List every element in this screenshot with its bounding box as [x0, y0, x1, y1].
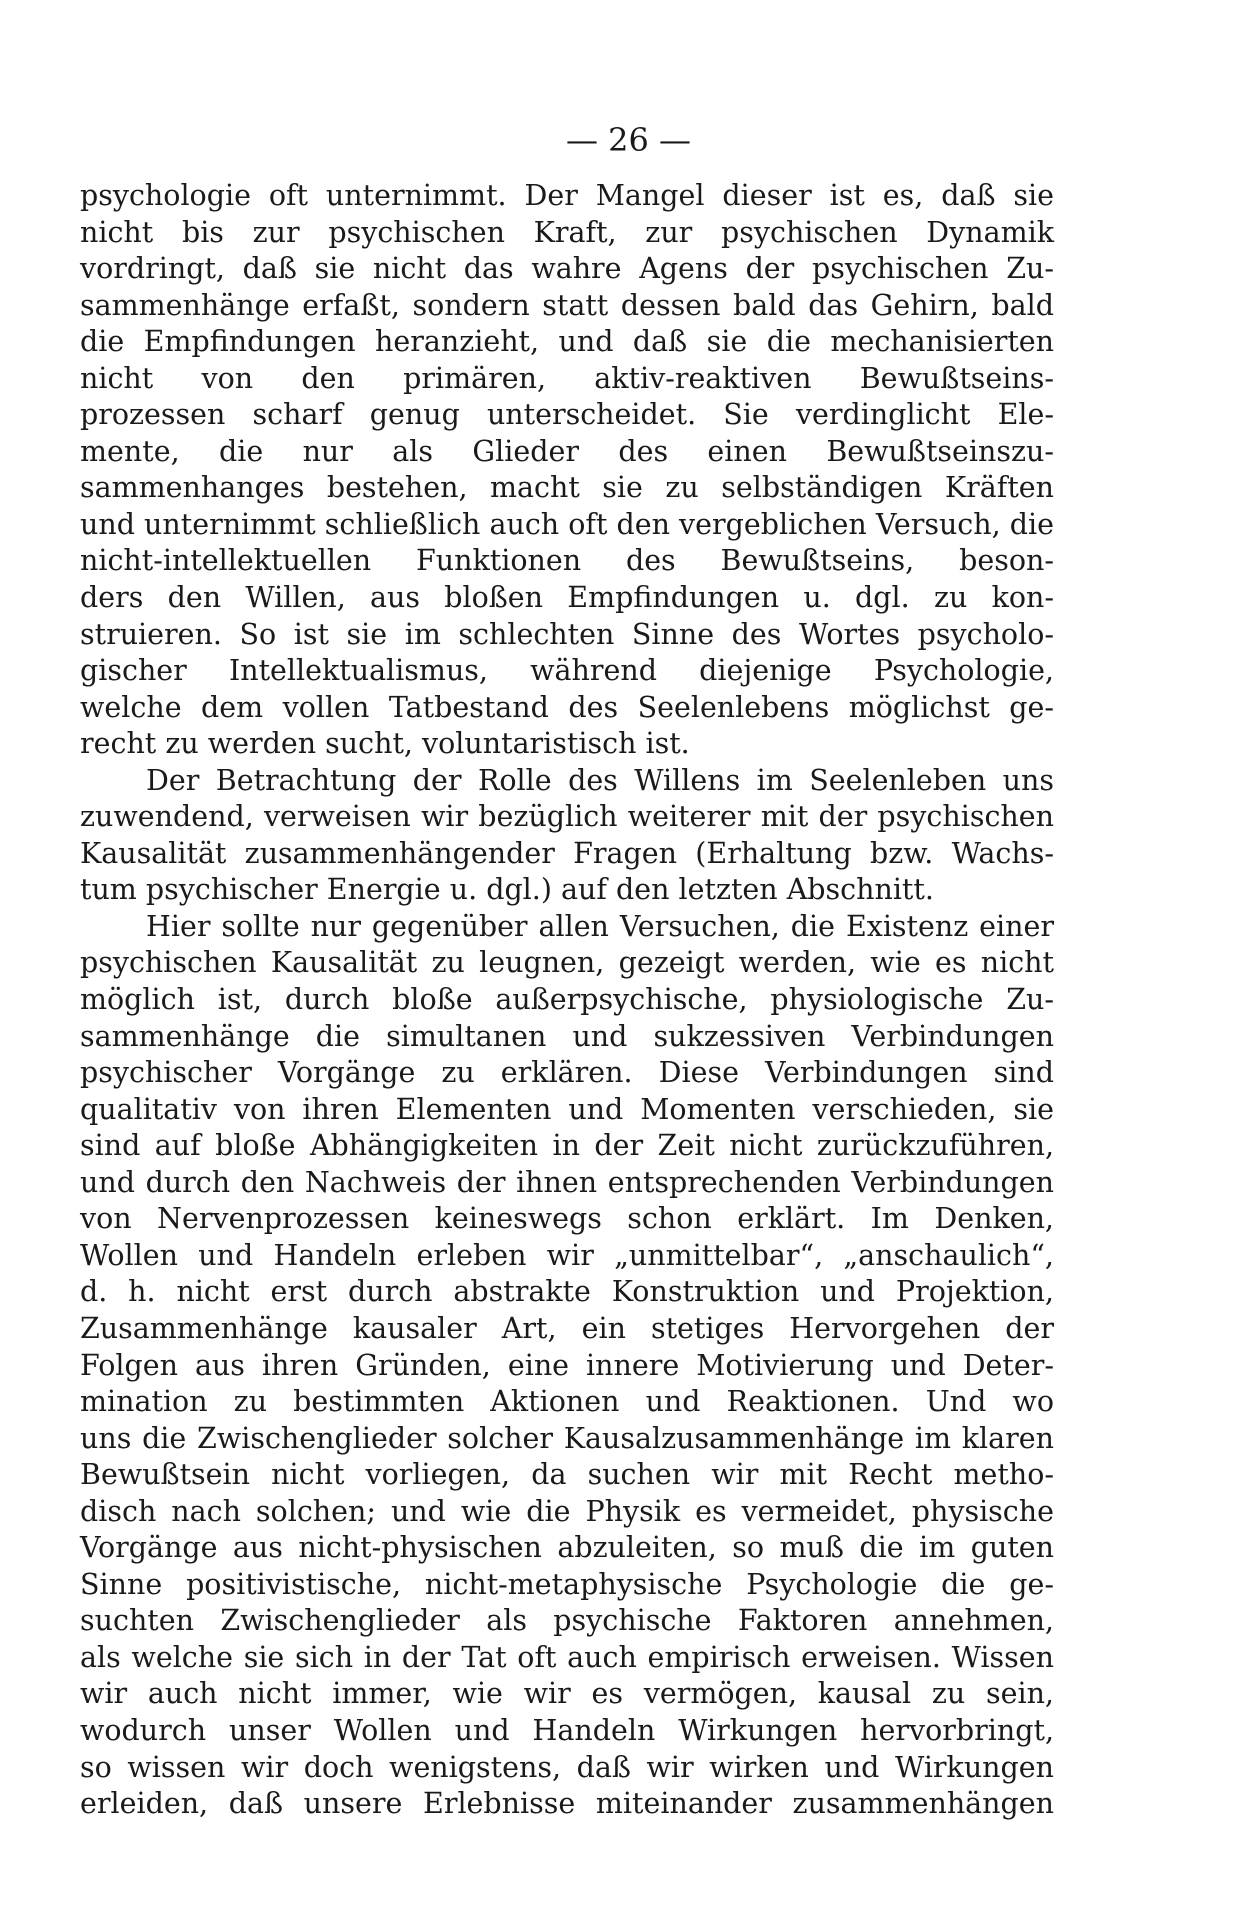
- text-line: als welche sie sich in der Tat oft auch empirisch erweisen. Wissen: [80, 1640, 1054, 1674]
- text-line: Zusammenhänge kausaler Art, ein stetiges Hervorgehen der: [80, 1311, 1054, 1345]
- text-line: psychischer Vorgänge zu erklären. Diese Verbindungen sind: [80, 1056, 1054, 1090]
- paragraph-start-line: Der Betrachtung der Rolle des Willens im Seelenleben uns: [146, 763, 1054, 797]
- text-line: die Empfindungen heranzieht, und daß sie die mechanisierten: [80, 325, 1054, 359]
- text-line: psychologie oft unternimmt. Der Mangel dieser ist es, daß sie: [80, 179, 1054, 212]
- text-line: vordringt, daß sie nicht das wahre Agens der psychischen Zu-: [80, 252, 1054, 286]
- text-line: psychischen Kausalität zu leugnen, gezeigt werden, wie es nicht: [80, 946, 1054, 980]
- text-line: sammenhänge erfaßt, sondern statt dessen bald das Gehirn, bald: [80, 288, 1054, 322]
- text-line: erleiden, daß unsere Erlebnisse miteinander zusammenhängen: [80, 1787, 1054, 1821]
- text-line: suchten Zwischenglieder als psychische Faktoren annehmen,: [80, 1604, 1054, 1638]
- text-line: Vorgänge aus nicht-physischen abzuleiten, so muß die im guten: [80, 1531, 1054, 1565]
- text-line: möglich ist, durch bloße außerpsychische, physiologische Zu-: [80, 983, 1054, 1017]
- text-line: Kausalität zusammenhängender Fragen (Erhaltung bzw. Wachs-: [80, 836, 1054, 870]
- body-text: [80, 178, 1054, 1823]
- text-line: Sinne positivistische, nicht-metaphysische Psychologie die ge-: [80, 1567, 1054, 1601]
- paragraph-start-line: Hier sollte nur gegenüber allen Versuchen, die Existenz einer: [146, 909, 1054, 943]
- text-line: nicht-intellektuellen Funktionen des Bewußtseins, beson-: [80, 544, 1054, 578]
- text-line: so wissen wir doch wenigstens, daß wir wirken und Wirkungen: [80, 1750, 1054, 1784]
- text-line: mente, die nur als Glieder des einen Bewußtseinszu-: [80, 434, 1054, 468]
- text-line: zuwendend, verweisen wir bezüglich weiterer mit der psychischen: [80, 800, 1054, 834]
- text-line: und durch den Nachweis der ihnen entsprechenden Verbindungen: [80, 1165, 1054, 1199]
- text-line: und unternimmt schließlich auch oft den vergeblichen Versuch, die: [80, 507, 1054, 541]
- text-line: Folgen aus ihren Gründen, eine innere Motivierung und Deter-: [80, 1348, 1054, 1382]
- paragraph-end-line: tum psychischer Energie u. dgl.) auf den letzten Abschnitt.: [80, 873, 934, 907]
- text-line: sind auf bloße Abhängigkeiten in der Zeit nicht zurückzuführen,: [80, 1129, 1054, 1163]
- page-number: — 26 —: [565, 121, 692, 159]
- text-line: nicht bis zur psychischen Kraft, zur psychischen Dynamik: [80, 215, 1054, 249]
- text-line: wir auch nicht immer, wie wir es vermögen, kausal zu sein,: [80, 1677, 1054, 1711]
- text-line: nicht von den primären, aktiv-reaktiven Bewußtseins-: [80, 361, 1054, 395]
- text-line: struieren. So ist sie im schlechten Sinne des Wortes psycholo-: [80, 617, 1054, 651]
- text-line: Wollen und Handeln erleben wir „unmittelbar“, „anschaulich“,: [80, 1238, 1054, 1272]
- paragraph-end-line: recht zu werden sucht, voluntaristisch ist.: [80, 727, 690, 761]
- text-line: qualitativ von ihren Elementen und Momenten verschieden, sie: [80, 1092, 1054, 1126]
- text-line: sammenhanges bestehen, macht sie zu selbständigen Kräften: [80, 471, 1054, 505]
- text-line: disch nach solchen; und wie die Physik es vermeidet, physische: [80, 1494, 1054, 1528]
- text-line: Bewußtsein nicht vorliegen, da suchen wir mit Recht metho-: [80, 1458, 1054, 1492]
- text-line: welche dem vollen Tatbestand des Seelenlebens möglichst ge-: [80, 690, 1054, 724]
- text-line: mination zu bestimmten Aktionen und Reaktionen. Und wo: [80, 1385, 1054, 1419]
- text-line: prozessen scharf genug unterscheidet. Sie verdinglicht Ele-: [80, 398, 1054, 432]
- text-line: gischer Intellektualismus, während diejenige Psychologie,: [80, 654, 1054, 688]
- text-line: sammenhänge die simultanen und sukzessiven Verbindungen: [80, 1019, 1054, 1053]
- text-line: von Nervenprozessen keineswegs schon erklärt. Im Denken,: [80, 1202, 1054, 1236]
- text-line: ders den Willen, aus bloßen Empfindungen u. dgl. zu kon-: [80, 581, 1054, 615]
- text-line: uns die Zwischenglieder solcher Kausalzusammenhänge im klaren: [80, 1421, 1054, 1455]
- text-line: d. h. nicht erst durch abstrakte Konstruktion und Projektion,: [80, 1275, 1054, 1309]
- text-line: wodurch unser Wollen und Handeln Wirkungen hervorbringt,: [80, 1713, 1054, 1747]
